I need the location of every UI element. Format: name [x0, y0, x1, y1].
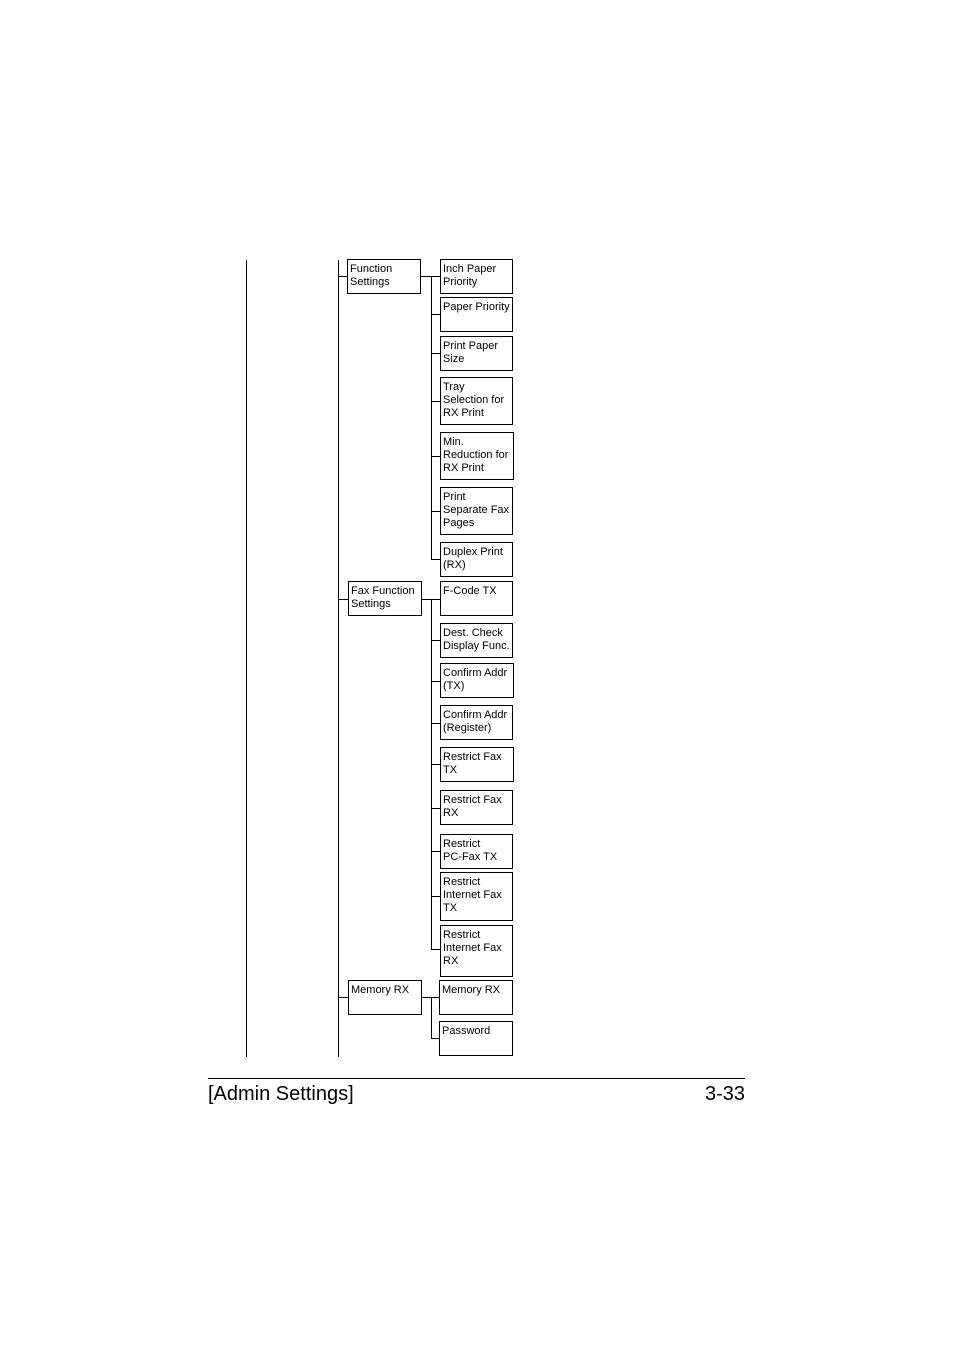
item-restrict-fax-tx: Restrict Fax TX [440, 747, 514, 782]
tree-outer-trunk-line [246, 260, 247, 1057]
branch-line [431, 276, 432, 560]
connector-line [431, 851, 440, 852]
connector-line [431, 808, 440, 809]
group-memory-rx: Memory RX [348, 980, 422, 1015]
item-memory-rx: Memory RX [439, 980, 513, 1015]
connector-line [431, 681, 440, 682]
item-password: Password [439, 1021, 513, 1056]
connector-line [431, 511, 440, 512]
item-print-separate-fax-pages: Print Separate Fax Pages [440, 487, 513, 535]
item-inch-paper-priority: Inch Paper Priority [440, 259, 513, 294]
item-confirm-addr-register: Confirm Addr (Register) [440, 705, 513, 740]
connector-line [431, 456, 440, 457]
item-restrict-pc-fax-tx: Restrict PC-Fax TX [440, 834, 513, 869]
branch-line [431, 997, 432, 1039]
item-paper-priority: Paper Priority [440, 297, 513, 332]
connector-line [431, 723, 440, 724]
tree-inner-trunk-line [338, 260, 339, 1057]
item-restrict-fax-rx: Restrict Fax RX [440, 790, 513, 825]
connector-line [431, 559, 440, 560]
branch-line [431, 599, 432, 950]
item-duplex-print-rx: Duplex Print (RX) [440, 542, 513, 577]
footer-page-number: 3-33 [704, 1083, 745, 1105]
connector-line [431, 764, 440, 765]
item-print-paper-size: Print Paper Size [440, 336, 513, 371]
item-dest-check-display-func: Dest. Check Display Func. [440, 623, 513, 658]
connector-line [431, 401, 440, 402]
item-min-reduction-for-rx-print: Min. Reduction for RX Print [440, 432, 514, 480]
connector-line [431, 949, 440, 950]
connector-line [431, 640, 440, 641]
item-f-code-tx: F-Code TX [440, 581, 513, 616]
connector-line [431, 314, 440, 315]
item-restrict-internet-fax-rx: Restrict Internet Fax RX [440, 925, 513, 977]
item-tray-selection-for-rx-print: Tray Selection for RX Print [440, 377, 513, 425]
footer-section-title: [Admin Settings] [208, 1083, 354, 1105]
item-restrict-internet-fax-tx: Restrict Internet Fax TX [440, 872, 513, 921]
group-function-settings: Function Settings [347, 259, 421, 294]
item-confirm-addr-tx: Confirm Addr (TX) [440, 663, 514, 698]
connector-line [431, 896, 440, 897]
connector-line [431, 353, 440, 354]
group-fax-function-settings: Fax Function Settings [348, 581, 422, 616]
footer-rule [208, 1078, 745, 1079]
